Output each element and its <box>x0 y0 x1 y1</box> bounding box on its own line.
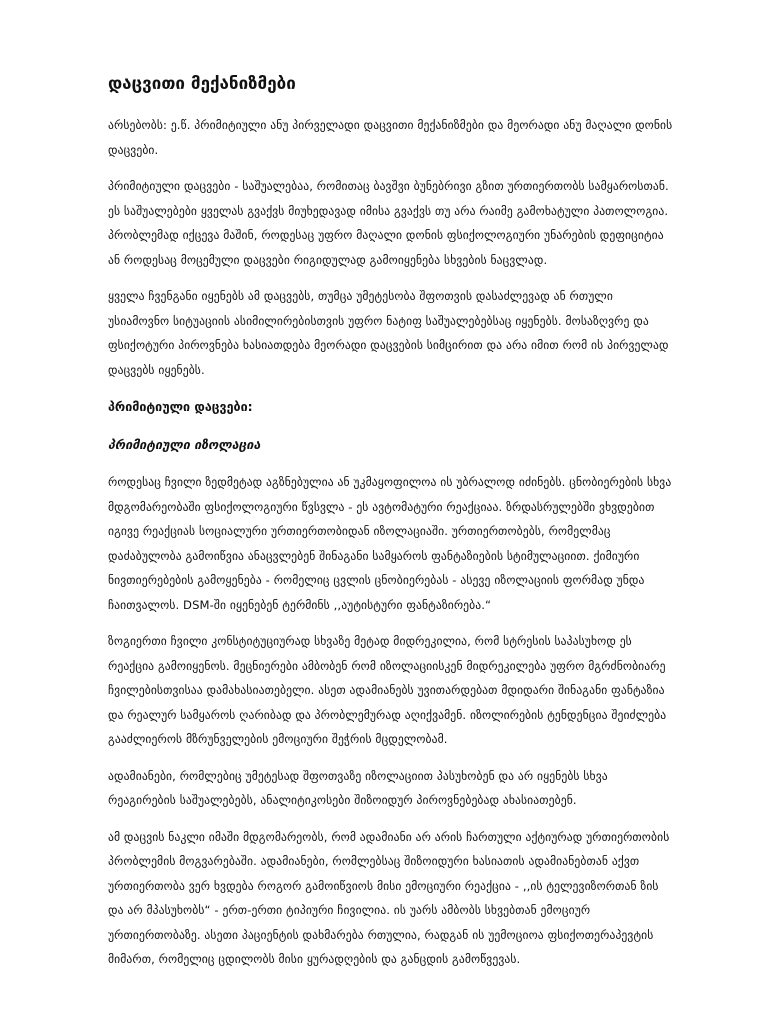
paragraph-intro-2: პრიმიტიული დაცვები - საშუალებაა, რომითაც ბავშვი ბუნებრივი გზით ურთიერთობს სამყაროსთან. ეს საშუალებები ყველას გვაქვს მიუხედავად იმისა გვაქვს თუ არა რაიმე გამოხატული პათოლოგია. პრობლემად იქცევა მაშინ, როდესაც უფრო მაღალი დონის ფსიქოლოგიური უნარების დეფიციტია ან როდესაც მოცემული დაცვები რიგიდულად გამოიყენება სხვების ნაცვლად. <box>108 179 669 267</box>
section-heading-primitive-defenses: პრიმიტიული დაცვები: <box>108 399 253 414</box>
document-page <box>108 72 676 984</box>
paragraph-intro-3: ყველა ჩვენგანი იყენებს ამ დაცვებს, თუმცა უმეტესობა შფოთვის დასაძლევად ან რთული უსიამოვნო სიტუაციის ასიმილირებისთვის უფრო ნატიფ საშუალებებსაც იყენებს. მოსაზღვრე და ფსიქოტური პიროვნება ხასიათდება მეორადი დაცვების სიმცირით და არა იმით რომ ის პირველად დაცვებს იყენებს. <box>108 289 669 377</box>
sub-heading-primitive-isolation: პრიმიტიული იზოლაცია <box>108 437 261 452</box>
paragraph-isolation-1: როდესაც ჩვილი ზედმეტად აგზნებულია ან უკმაყოფილოა ის უბრალოდ იძინებს. ცნობიერების სხვა მდგომარეობაში ფსიქოლოგიური წვსვლა - ეს ავტომატური რეაქციაა. ზრდასრულებში ვხვდებით იგივე რეაქციას სოციალური ურთიერთობიდან იზოლაციაში. ურთიერთობებს, რომელმაც დაძაბულობა გამოიწვია ანაცვლებენ შინაგანი სამყაროს ფანტაზიების სტიმულაციით. ქიმიური ნივთიერებების გამოყენება - რომელიც ცვლის ცნობიერებას - ასევე იზოლაციის ფორმად უნდა ჩაითვალოს. DSM-ში იყენებენ ტერმინს ,,აუტისტური ფანტაზირება.“ <box>108 475 672 612</box>
paragraph-isolation-2: ზოგიერთი ჩვილი კონსტიტუციურად სხვაზე მეტად მიდრეკილია, რომ სტრესის საპასუხოდ ეს რეაქცია გამოიყენოს. მეცნიერები ამბობენ რომ იზოლაციისკენ მიდრეკილება უფრო მგრძნობიარე ჩვილებისთვისაა დამახასიათებელი. ასეთ ადამიანებს უვითარდებათ მდიდარი შინაგანი ფანტაზია და რეალურ სამყაროს ღარიბად და პრობლემურად აღიქვამენ. იზოლირების ტენდენცია შეიძლება გააძლიეროს მზრუნველების ემოციური შეჭრის მცდელობამ. <box>108 634 667 746</box>
document-title: დაცვითი მექანიზმები <box>108 74 296 94</box>
paragraph-intro-1: არსებობს: ე.წ. პრიმიტიული ანუ პირველადი დაცვითი მექანიზმები და მეორადი ანუ მაღალი დონის დაცვები. <box>108 118 673 157</box>
paragraph-isolation-3: ადამიანები, რომლებიც უმეტესად შფოთვაზე იზოლაციით პასუხობენ და არ იყენებს სხვა რეაგირების საშუალებებს, ანალიტიკოსები შიზოიდურ პიროვნებებად ახასიათებენ. <box>108 768 608 807</box>
paragraph-isolation-4: ამ დაცვის ნაკლი იმაში მდგომარეობს, რომ ადამიანი არ არის ჩართული აქტიურად ურთიერთობის პრობლემის მოგვარებაში. ადამიანები, რომლებსაც შიზოიდური ხასიათის ადამიანებთან აქვთ ურთიერთობა ვერ ხვდება როგორ გამოიწვიოს მისი ემოციური რეაქცია - ,,ის ტელევიზორთან ზის და არ მპასუხობს“ - ერთ-ერთი ტიპიური ჩივილია. ის უარს ამბობს სხვებთან ემოციურ ურთიერთობაზე. ასეთი პაციენტის დახმარება რთულია, რადგან ის უემოციოა ფსიქოთერაპევტის მიმართ, რომელიც ცდილობს მისი ყურადღების და განცდის გამოწვევას. <box>108 829 670 966</box>
